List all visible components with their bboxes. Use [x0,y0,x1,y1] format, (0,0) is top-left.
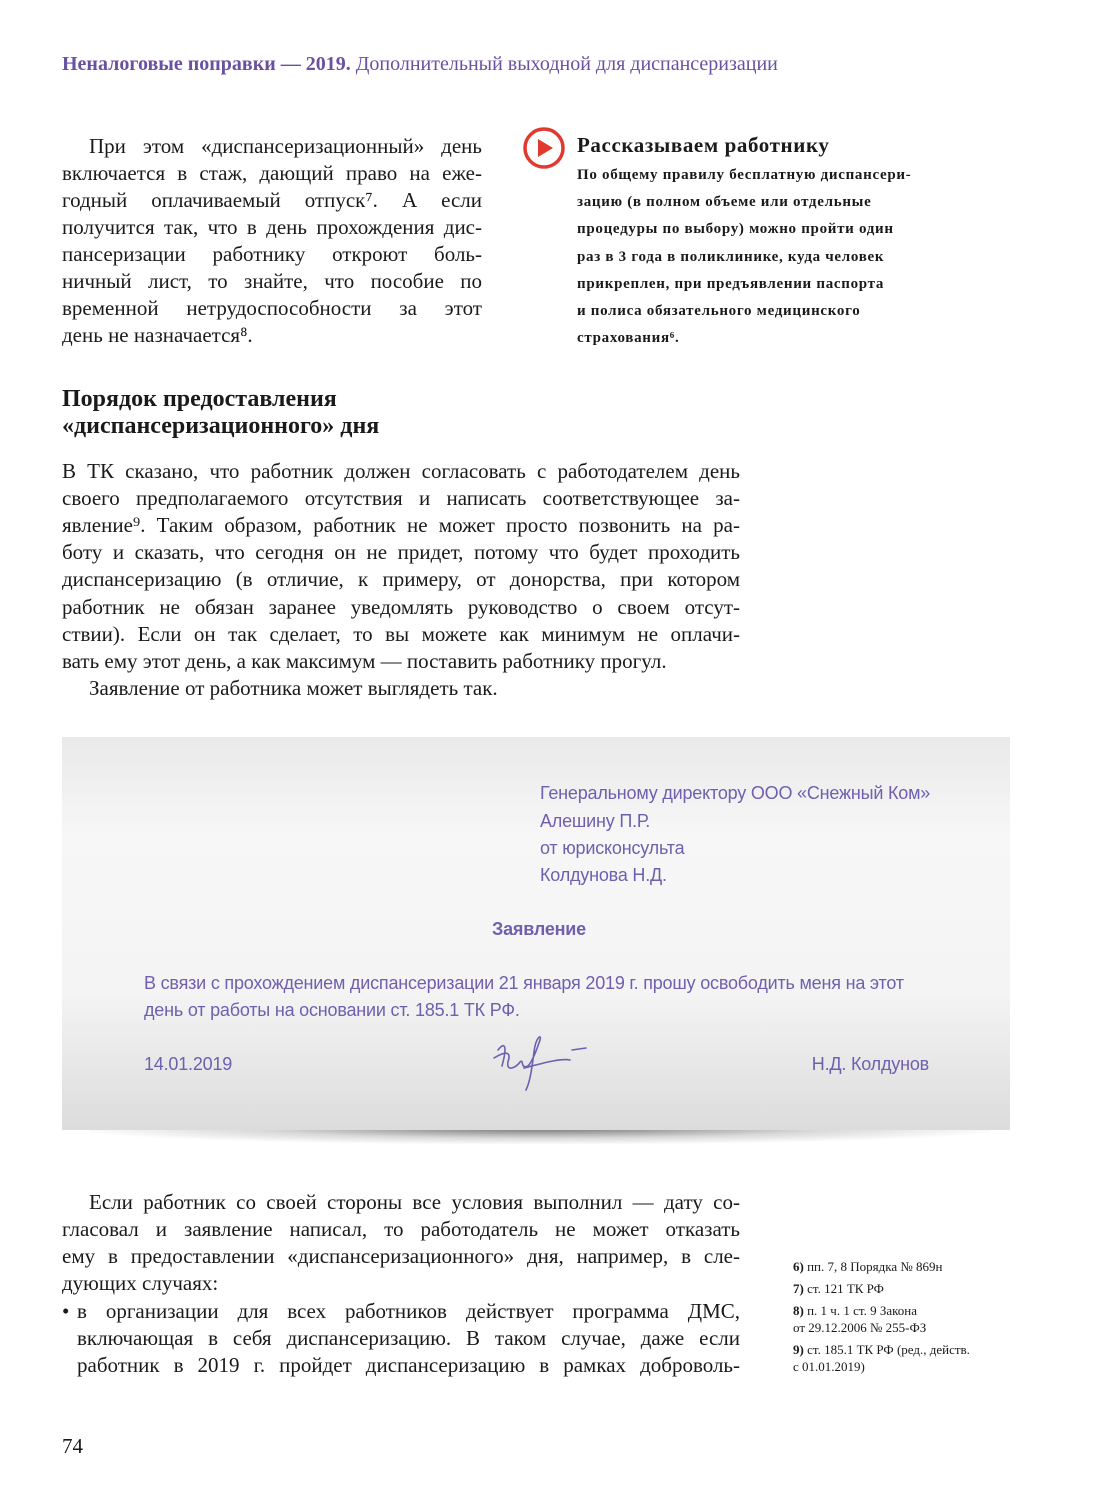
form-addressee-1: Генеральному директору ООО «Снежный Ком» [540,783,931,803]
footnote-text-cont: с 01.01.2019) [793,1359,865,1374]
text-line: боту и сказать, что сегодня он не придет, потому что будет проходить [62,540,740,565]
signature-image [490,1032,590,1094]
sidebar-line: процедуры по выбору) можно пройти один [577,221,894,238]
body-tail: Заявление от работника может выглядеть так. [89,676,498,700]
sidebar-title: Рассказываем работнику [577,133,830,157]
sidebar-line: По общему правилу бесплатную диспансери- [577,167,912,183]
text-line: включается в стаж, дающий право на еже- [62,161,482,185]
form-date: 14.01.2019 [144,1054,233,1074]
bullet-line: работник в 2019 г. пройдет диспансеризацию в рамках доброволь- [77,1353,740,1377]
page-number: 74 [62,1434,83,1458]
bullet-line: в организации для всех работников действует программа ДМС, [77,1299,740,1323]
text-line: диспансеризацию (в отличие, к примеру, от донорства, при котором [62,567,740,592]
text-line: временной нетрудоспособности за этот [62,296,482,320]
section-heading: Порядок предоставления [62,386,337,412]
footnote-number: 8) [793,1303,804,1318]
sidebar-line: страхования⁶. [577,330,680,347]
footnote [793,1341,970,1375]
footnote-number: 9) [793,1342,804,1357]
text-line: ствии). Если он так сделает, то вы можете как минимум не оплачи- [62,621,740,646]
play-circle-icon [522,126,566,170]
form-addressee-4: Колдунова Н.Д. [540,865,667,885]
form-text-2: день от работы на основании ст. 185.1 ТК РФ. [144,1000,520,1020]
footnote [793,1258,943,1275]
bullet-line: включающая в себя диспансеризацию. В таком случае, даже если [77,1326,740,1350]
text-line: При этом «диспансеризационный» день [89,134,482,158]
sidebar-line: зацию (в полном объеме или отдельные [577,194,872,211]
footnote-text: п. 1 ч. 1 ст. 9 Закона [803,1303,917,1318]
form-addressee-2: Алешину П.Р. [540,811,651,831]
text-line: явление⁹. Таким образом, работник не может просто позвонить на ра- [62,513,740,538]
text-line: пансеризации работнику откроют боль- [62,242,482,266]
text-line: годный оплачиваемый отпуск⁷. А если [62,188,482,212]
footnote-number: 7) [793,1281,804,1296]
text-line: своего предполагаемого отсутствия и написать соответствующее за- [62,486,740,511]
sidebar-line: и полиса обязательного медицинского [577,303,861,319]
bullet-marker: • [62,1299,70,1323]
text-line: ему в предоставлении «диспансеризационного» дня, например, в сле- [62,1244,740,1268]
text-line: получится так, что в день прохождения дис- [62,215,482,239]
text-line: Если работник со своей стороны все условия выполнил — дату со- [89,1190,740,1214]
text-line: работник не обязан заранее уведомлять руководство о своем отсут- [62,594,740,619]
footnote [793,1302,926,1336]
header-bold: Неналоговые поправки — 2019. [62,53,351,75]
form-signer: Н.Д. Колдунов [811,1054,929,1074]
section-heading-2: «диспансеризационного» дня [62,413,380,439]
text-line: гласовал и заявление написал, то работодатель не может отказать [62,1217,740,1241]
footnote-text: пп. 7, 8 Порядка № 869н [803,1259,943,1274]
text-line: вать ему этот день, а как максимум — поставить работнику прогул. [62,648,667,673]
text-line: ничный лист, то знайте, что пособие по [62,269,482,293]
form-addressee-3: от юрисконсульта [540,838,685,858]
footnote [793,1280,884,1297]
form-text-1: В связи с прохождением диспансеризации 21 января 2019 г. прошу освободить меня на этот [144,973,904,993]
sidebar-line: прикреплен, при предъявлении паспорта [577,275,885,292]
running-header [62,53,778,76]
form-title: Заявление [492,919,586,939]
footnote-text: ст. 121 ТК РФ [803,1281,884,1296]
text-line: день не назначается⁸. [62,323,253,347]
footnote-text: ст. 185.1 ТК РФ (ред., действ. [803,1342,970,1357]
header-rest: Дополнительный выходной для диспансеризации [350,53,778,75]
text-line: В ТК сказано, что работник должен согласовать с работодателем день [62,459,740,483]
text-line: дующих случаях: [62,1271,219,1295]
form-shadow [90,1128,990,1144]
footnote-number: 6) [793,1259,804,1274]
footnote-text-cont: от 29.12.2006 № 255-ФЗ [793,1320,927,1335]
sidebar-line: раз в 3 года в поликлинике, куда человек [577,248,885,265]
